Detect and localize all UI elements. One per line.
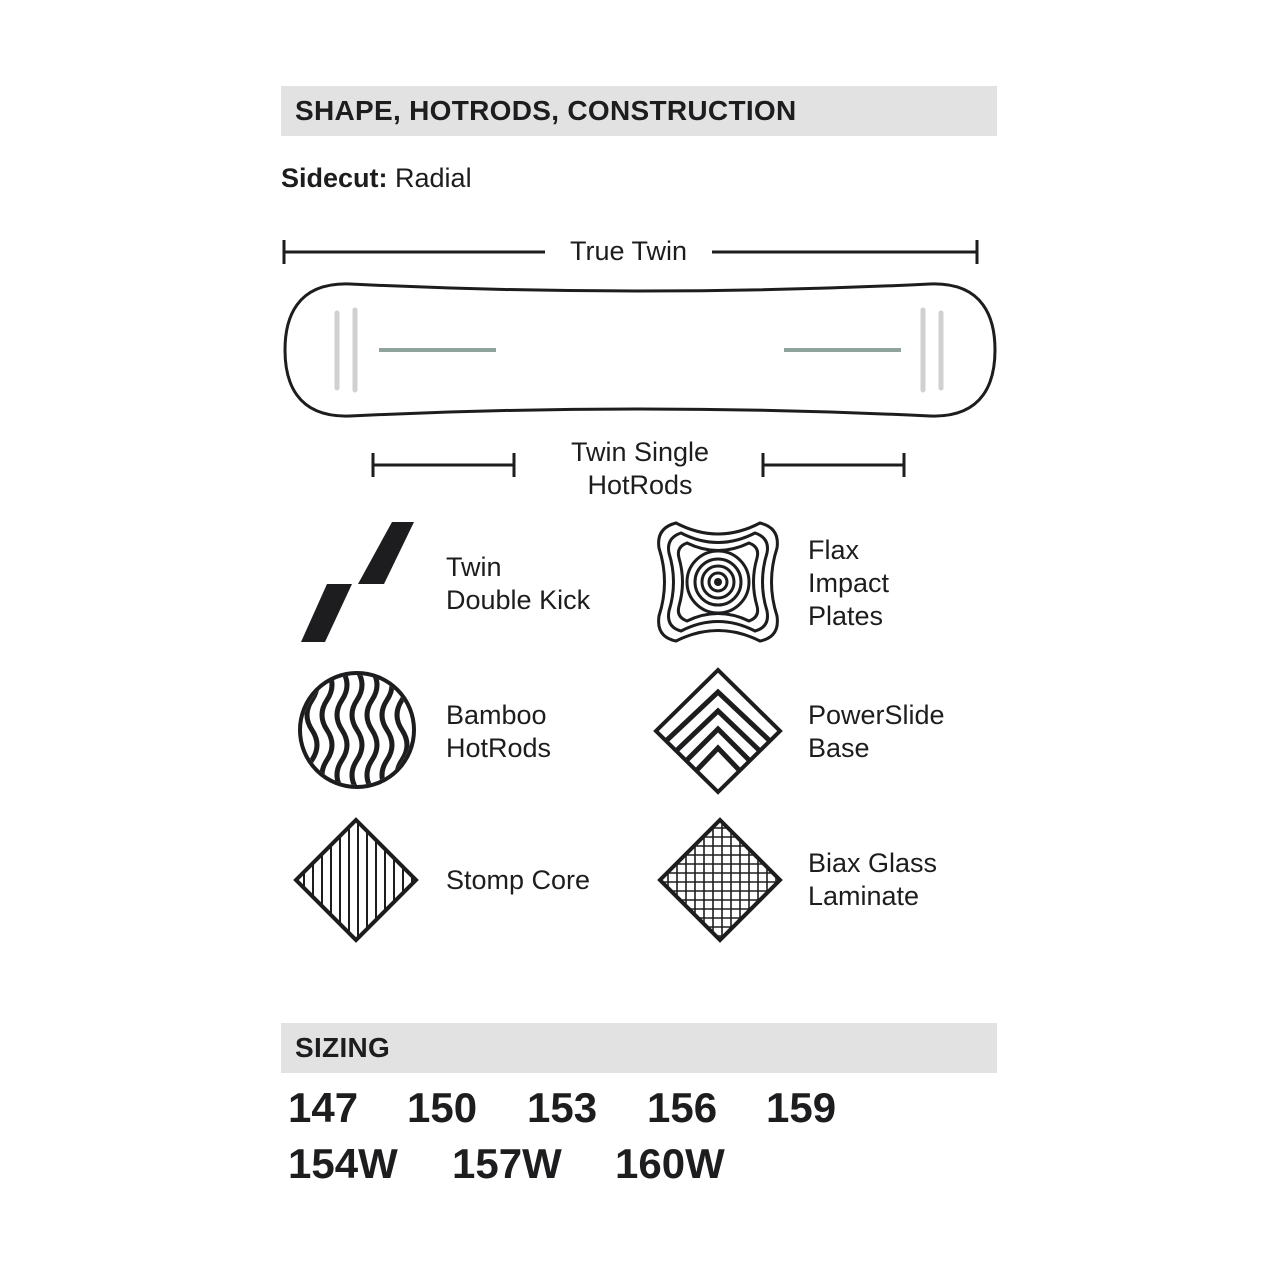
- size-value: 150: [407, 1084, 478, 1131]
- feature-label-line: Flax: [808, 535, 860, 565]
- size-value: 159: [766, 1084, 837, 1131]
- feature-label-line: Stomp Core: [446, 865, 591, 895]
- feature-label-line: Laminate: [808, 881, 920, 911]
- hotrods-label-line1: Twin Single: [570, 437, 710, 467]
- size-value: 157W: [452, 1140, 562, 1187]
- size-value: 160W: [615, 1140, 725, 1187]
- feature-biax-glass-laminate: [808, 847, 937, 913]
- size-value: 156: [647, 1084, 718, 1131]
- size-value: 147: [288, 1084, 359, 1131]
- size-value: 154W: [288, 1140, 398, 1187]
- feature-label-line: Plates: [808, 601, 884, 631]
- hotrods-label-line2: HotRods: [587, 470, 693, 500]
- feature-label-line: PowerSlide: [808, 700, 945, 730]
- feature-label-line: Impact: [808, 568, 890, 598]
- feature-label-line: Double Kick: [446, 585, 591, 615]
- size-value: 153: [527, 1084, 598, 1131]
- sizing-section-header: [281, 1023, 997, 1073]
- feature-label-line: Base: [808, 733, 870, 763]
- feature-label-line: Bamboo: [446, 700, 547, 730]
- feature-label-line: HotRods: [446, 733, 552, 763]
- shape-section-title: SHAPE, HOTRODS, CONSTRUCTION: [295, 95, 797, 126]
- sidecut-value: Radial: [395, 163, 472, 193]
- regular-sizes-row: [288, 1084, 836, 1132]
- true-twin-label: True Twin: [569, 236, 688, 266]
- sizing-section-title: SIZING: [295, 1032, 391, 1063]
- sidecut-label: Sidecut:: [281, 163, 388, 193]
- feature-label-line: Twin: [446, 552, 502, 582]
- feature-label-line: Biax Glass: [808, 848, 938, 878]
- wide-sizes-row: [288, 1140, 725, 1188]
